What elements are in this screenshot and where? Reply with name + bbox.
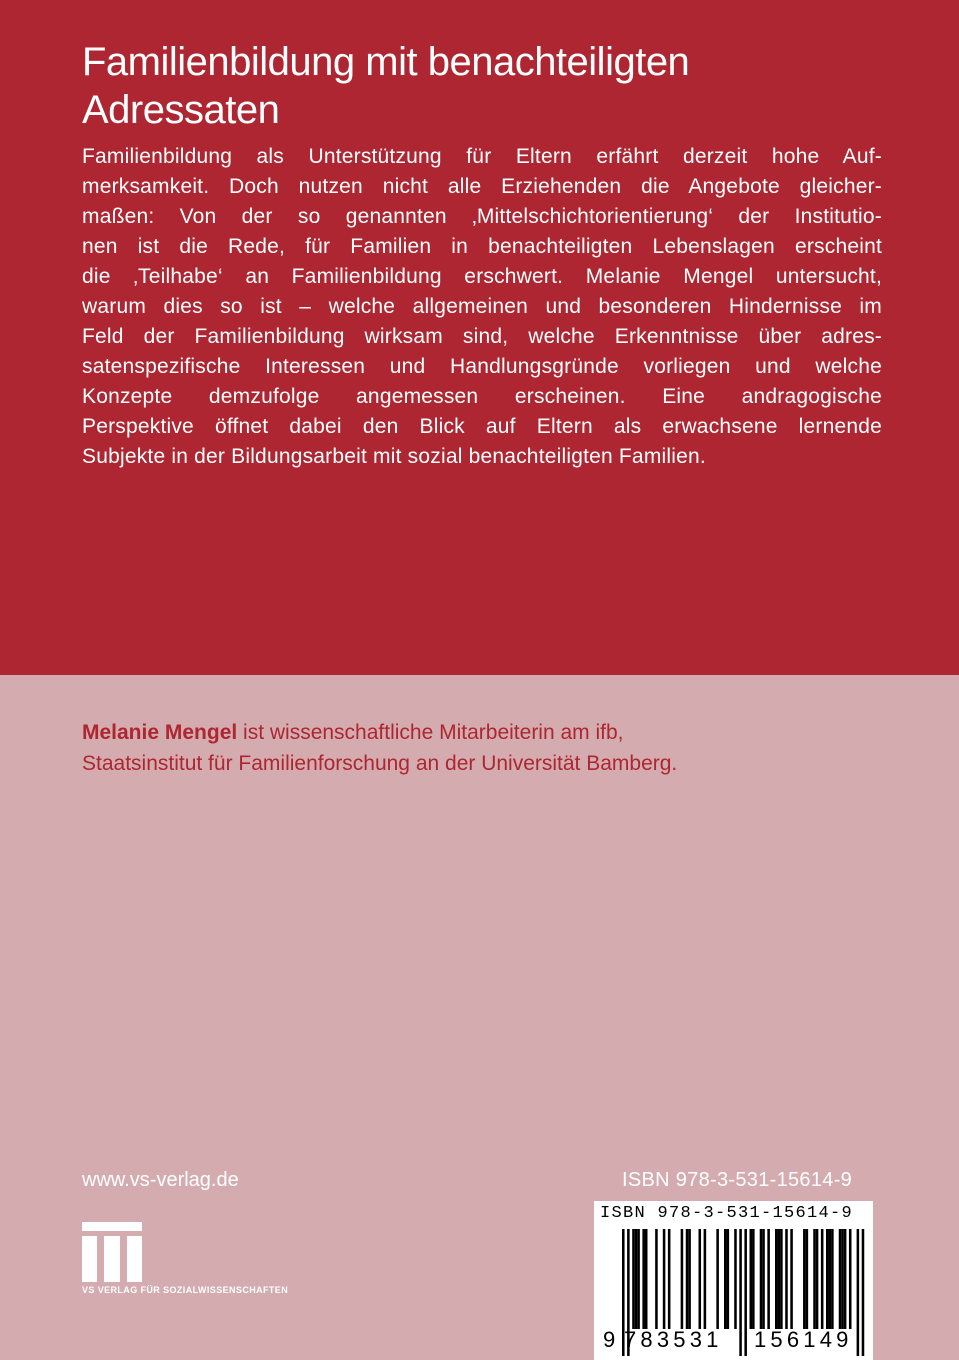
- blurb-line: maßen: Von der so genannten ‚Mittelschichtorientierung‘ der Institutio-: [82, 205, 882, 228]
- barcode-left-digits: 783531: [624, 1327, 723, 1352]
- barcode-bar: [844, 1229, 847, 1329]
- barcode-bar: [778, 1229, 781, 1329]
- barcode-bar: [831, 1229, 834, 1329]
- blurb-line: Subjekte in der Bildungsarbeit mit sozial benachteiligten Familien.: [82, 445, 706, 468]
- barcode-guard-bar: [862, 1229, 865, 1356]
- author-bio-text: ist wissenschaftliche Mitarbeiterin am ifb,: [237, 721, 624, 744]
- blurb-line: satenspezifische Interessen und Handlungsgründe vorliegen und welche: [82, 355, 882, 378]
- barcode-bar: [790, 1229, 793, 1329]
- blurb-line: warum dies so ist – welche allgemeinen und besonderen Hindernisse im: [82, 295, 882, 318]
- barcode-guard-bar: [744, 1229, 747, 1356]
- barcode-bar: [727, 1229, 730, 1329]
- publisher-logo: [82, 1222, 322, 1302]
- barcode-bar: [785, 1229, 788, 1329]
- author-bio: [82, 717, 902, 779]
- barcode-isbn-text: ISBN 978-3-531-15614-9: [600, 1204, 854, 1223]
- barcode-bar: [642, 1229, 645, 1329]
- barcode-bar: [767, 1229, 770, 1329]
- barcode-first-digit: 9: [603, 1327, 616, 1352]
- barcode-bar: [752, 1229, 755, 1329]
- blurb-line: Feld der Familienbildung wirksam sind, welche Erkenntnisse über adres-: [82, 325, 882, 348]
- barcode-bar: [762, 1229, 765, 1329]
- blurb-line: Perspektive öffnet dabei den Blick auf Eltern als erwachsene lernende: [82, 415, 882, 438]
- barcode-bar: [655, 1229, 658, 1329]
- barcode-bar: [645, 1229, 648, 1329]
- barcode-bar: [849, 1229, 852, 1329]
- publisher-website[interactable]: www.vs-verlag.de: [82, 1169, 239, 1191]
- blurb-line: merksamkeit. Doch nutzen nicht alle Erziehenden die Angebote gleicher-: [82, 175, 882, 198]
- barcode-bar: [635, 1229, 638, 1329]
- barcode-bar: [688, 1229, 691, 1329]
- barcode-bar: [637, 1229, 640, 1329]
- blurb-line: Konzepte demzufolge angemessen erscheinen. Eine andragogische: [82, 385, 882, 408]
- barcode-bar: [803, 1229, 806, 1329]
- blurb-text: [82, 142, 882, 472]
- barcode-bar: [775, 1229, 778, 1329]
- blurb-line: die ‚Teilhabe‘ an Familienbildung erschwert. Melanie Mengel untersucht,: [82, 265, 882, 288]
- barcode-bar: [724, 1229, 727, 1329]
- barcode-bar: [829, 1229, 832, 1329]
- barcode-bar: [821, 1229, 824, 1329]
- barcode-bar: [716, 1229, 719, 1329]
- author-bio-line: [82, 717, 902, 748]
- barcode-guard-bar: [739, 1229, 742, 1356]
- author-bio-line: Staatsinstitut für Familienforschung an der Universität Bamberg.: [82, 752, 678, 775]
- barcode-bar: [632, 1229, 635, 1329]
- barcode-right-digits: 156149: [754, 1327, 853, 1352]
- barcode-bar: [806, 1229, 809, 1329]
- barcode-bar: [816, 1229, 819, 1329]
- barcode-bar: [813, 1229, 816, 1329]
- title-line: Adressaten: [82, 88, 280, 132]
- barcode-bar: [760, 1229, 763, 1329]
- barcode-bar: [704, 1229, 707, 1329]
- barcode-bar: [699, 1229, 702, 1329]
- barcode-bar: [668, 1229, 671, 1329]
- barcode-bar: [734, 1229, 737, 1329]
- blurb-line: nen ist die Rede, für Familien in benachteiligten Lebenslagen erscheint: [82, 235, 882, 258]
- barcode-bar: [780, 1229, 783, 1329]
- barcode-bar: [686, 1229, 689, 1329]
- isbn-label: ISBN 978-3-531-15614-9: [622, 1169, 853, 1191]
- barcode-bar: [663, 1229, 666, 1329]
- title-line: Familienbildung mit benachteiligten: [82, 40, 690, 84]
- barcode-bar: [826, 1229, 829, 1329]
- barcode-bar: [681, 1229, 684, 1329]
- barcode-bar: [839, 1229, 842, 1329]
- top-color-band: [0, 0, 959, 675]
- publisher-logo-text: VS VERLAG FÜR SOZIALWISSENSCHAFTEN: [82, 1285, 289, 1295]
- barcode-bar: [750, 1229, 753, 1329]
- author-name: Melanie Mengel: [82, 721, 238, 744]
- barcode-bar: [841, 1229, 844, 1329]
- barcode-guard-bar: [857, 1229, 860, 1356]
- vs-verlag-logo-icon: [82, 1222, 142, 1282]
- blurb-line: Familienbildung als Unterstützung für Eltern erfährt derzeit hohe Auf-: [82, 145, 882, 168]
- book-title: [82, 38, 902, 134]
